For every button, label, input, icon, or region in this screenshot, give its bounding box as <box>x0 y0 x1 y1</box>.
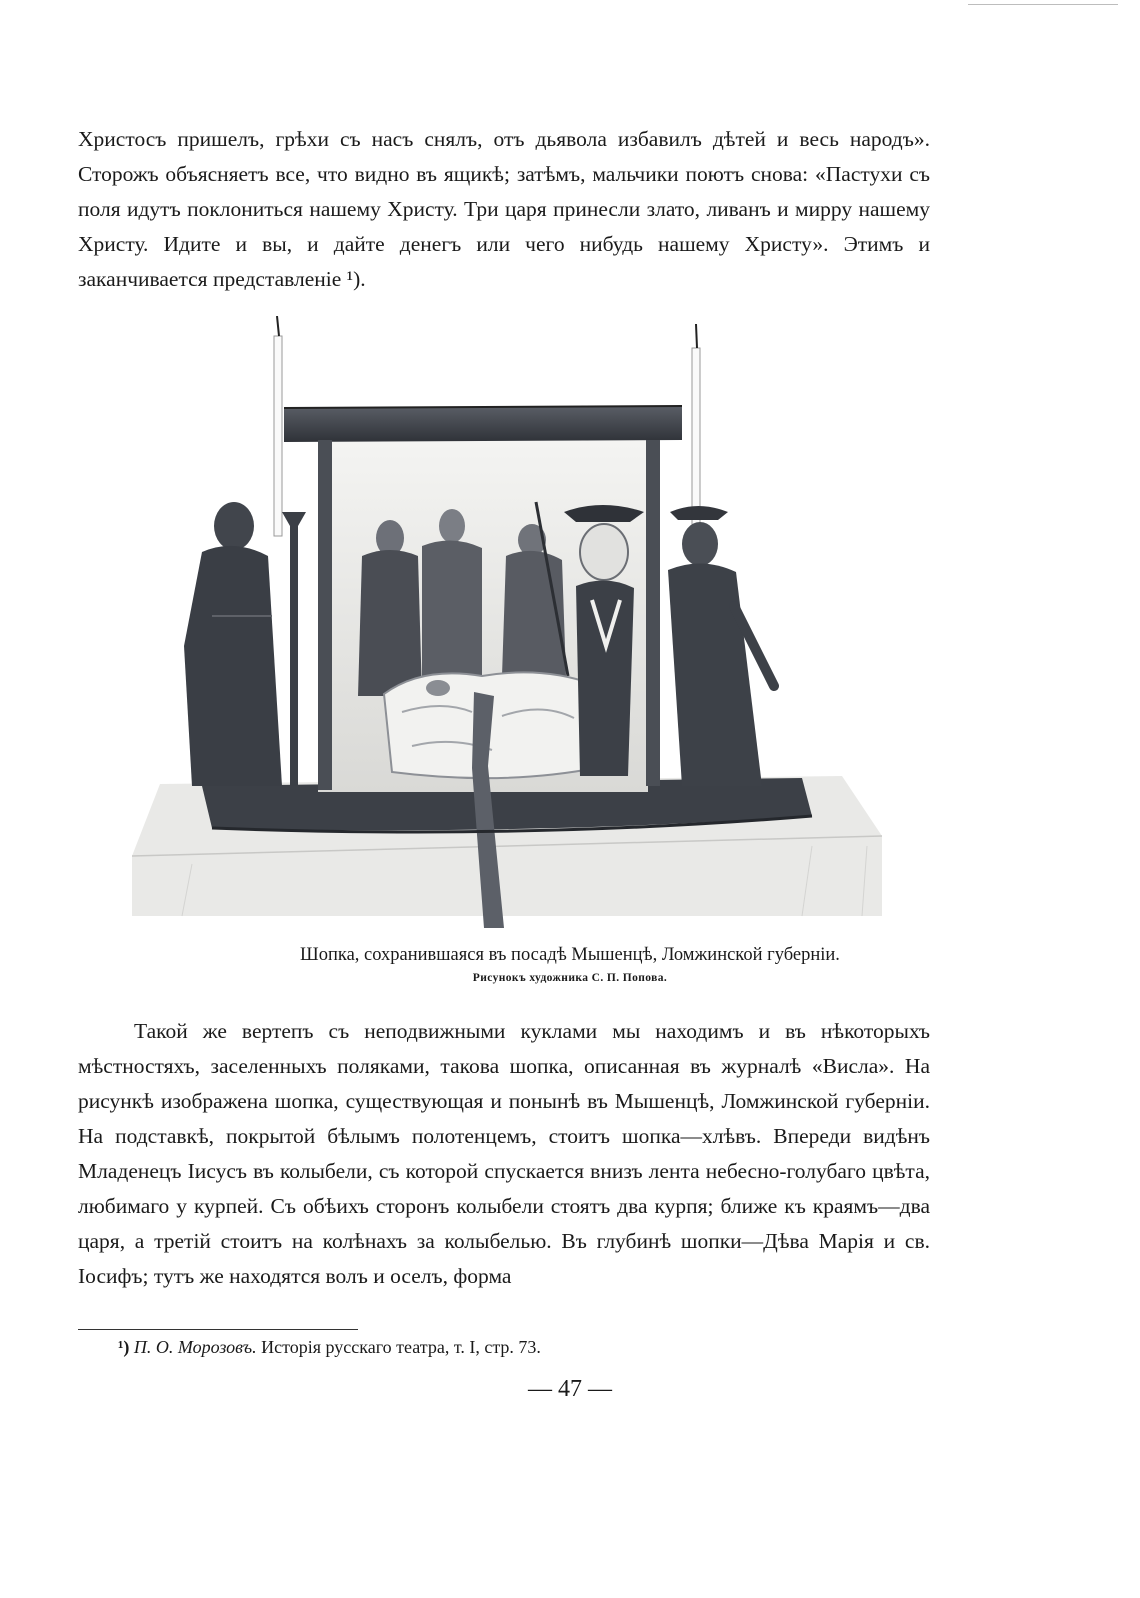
page-number: — 47 — <box>528 1376 612 1402</box>
paragraph-2: Такой же вертепъ съ неподвижными куклами мы находимъ и въ нѣкоторыхъ мѣстностяхъ, заселенныхъ поляками, такова шопка, описанная въ журналѣ «Висла». На рисункѣ изображена шопка, существующая и понынѣ въ Мышенцѣ, Ломжинской губерніи. На подставкѣ, покрытой бѣлымъ полотенцемъ, стоитъ шопка—хлѣвъ. Впереди видѣнъ Младенецъ Іисусъ въ колыбели, съ которой спускается внизъ лента небесно-голубаго цвѣта, любимаго у курпей. Съ обѣихъ сторонъ колыбели стоятъ два курпя; ближе къ краямъ—два царя, а третій стоитъ на колѣнахъ за колыбелью. Въ глубинѣ шопки—Дѣва Марія и св. Іосифъ; тутъ же находятся волъ и оселъ, форма <box>78 1019 930 1288</box>
top-edge-rule <box>968 4 1118 5</box>
footnote-text: Исторія русскаго театра, т. I, стр. 73. <box>261 1337 541 1357</box>
figure-caption: Шопка, сохранившаяся въ посадѣ Мышенцѣ, Ломжинской губерніи. <box>300 945 840 965</box>
paragraph-1: Христосъ пришелъ, грѣхи съ насъ снялъ, отъ дьявола избавилъ дѣтей и весь народъ». Сторожъ объясняетъ все, что видно въ ящикѣ; затѣмъ, мальчики поютъ снова: «Пастухи съ поля идутъ поклониться нашему Христу. Три царя принесли злато, ливанъ и мирру нашему Христу. Идите и вы, и дайте денегъ или чего нибудь нашему Христу». Этимъ и заканчивается представленіе ¹). <box>78 127 930 291</box>
nativity-scene-illustration <box>122 316 900 938</box>
footnote-marker: ¹) <box>118 1337 130 1357</box>
footnote-rule <box>78 1329 358 1330</box>
figure-credit: Рисунокъ художника С. П. Попова. <box>472 972 668 984</box>
footnote <box>118 1334 918 1360</box>
footnote-author: П. О. Морозовъ. <box>133 1337 257 1357</box>
